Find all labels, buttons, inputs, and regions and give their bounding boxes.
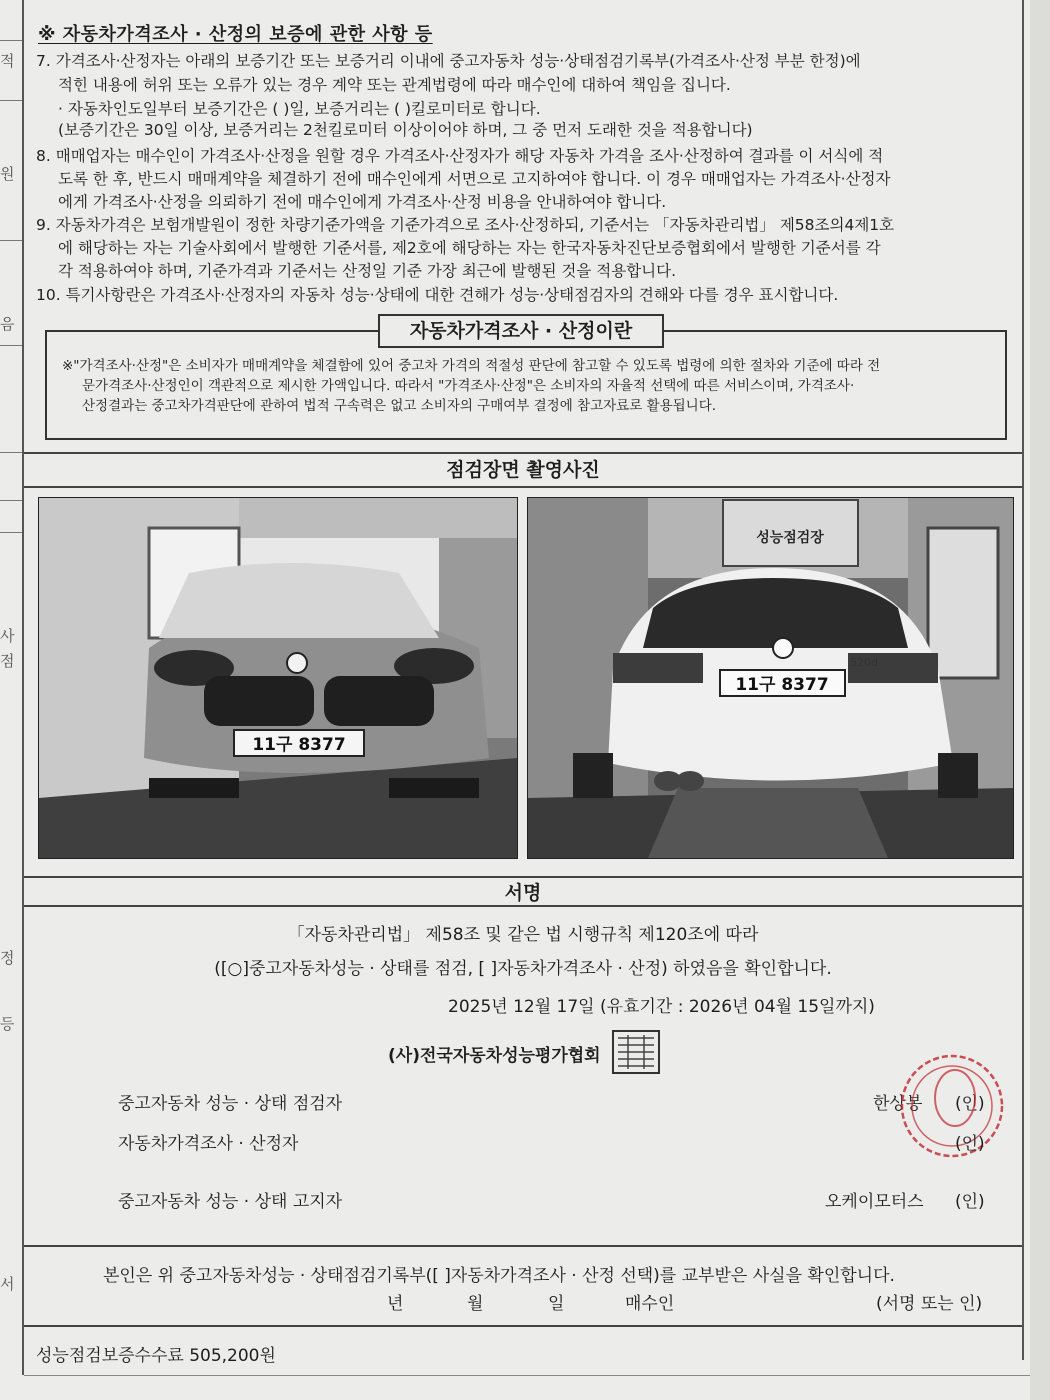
clause-line: 7. 가격조사·산정자는 아래의 보증기간 또는 보증거리 이내에 중고자동차 성능·상태점검기록부(가격조사·산정 부분 한정)에 xyxy=(36,52,861,70)
association-name: (사)전국자동차성능평가협회 xyxy=(388,1046,601,1066)
definition-line: ※"가격조사·산정"은 소비자가 매매계약을 체결함에 있어 중고차 가격의 적절성 판단에 참고할 수 있도록 법령에 의한 절차와 기준에 따라 전 xyxy=(62,358,881,374)
front-plate-text: 11구 8377 xyxy=(252,735,346,755)
rear-plate-text: 11구 8377 xyxy=(735,675,829,695)
inspector-name: 한상봉 xyxy=(873,1094,923,1114)
clause-line: 도록 한 후, 반드시 매매계약을 체결하기 전에 매수인에게 서면으로 고지하여야 합니다. 이 경우 매매업자는 가격조사·산정자 xyxy=(58,170,891,188)
edge-char: 적 xyxy=(0,52,15,70)
edge-tick xyxy=(0,532,22,533)
rear-car-photo xyxy=(527,497,1014,859)
clause-line: 10. 특기사항란은 가격조사·산정자의 자동차 성능·상태에 대한 견해가 성능·상태점검자의 견해와 다를 경우 표시합니다. xyxy=(36,286,839,304)
signature-section-title: 서명 xyxy=(504,882,542,904)
edge-char: 서 xyxy=(0,1275,15,1293)
inspector-red-seal xyxy=(897,1048,1007,1168)
clause-line: 적힌 내용에 허위 또는 오류가 있는 경우 계약 또는 관계법령에 따라 매수인에 대하여 책임을 집니다. xyxy=(58,76,731,94)
section-divider xyxy=(24,1245,1022,1247)
edge-tick xyxy=(0,500,22,501)
inspector-label: 중고자동차 성능 · 상태 점검자 xyxy=(118,1094,343,1114)
definition-box-text xyxy=(62,356,990,416)
edge-char: 점 xyxy=(0,652,15,670)
clause-line: · 자동차인도일부터 보증기간은 ( )일, 보증거리는 ( )킬로미터로 합니다. xyxy=(58,100,541,118)
appraiser-label: 자동차가격조사 · 산정자 xyxy=(118,1134,299,1154)
edge-tick xyxy=(0,345,22,346)
edge-char: 정 xyxy=(0,949,15,967)
clause-line: 8. 매매업자는 매수인이 가격조사·산정을 원할 경우 가격조사·산정자가 해당 자동차 가격을 조사·산정하여 결과를 이 서식에 적 xyxy=(36,147,884,165)
notifier-name: 오케이모터스 xyxy=(825,1192,924,1212)
receipt-month-label: 월 xyxy=(467,1294,484,1314)
law-reference-line: 「자동차관리법」 제58조 및 같은 법 시행규칙 제120조에 따라 xyxy=(287,925,759,945)
page-bottom-rule xyxy=(24,1375,1030,1376)
receipt-confirmation-line: 본인은 위 중고자동차성능 · 상태점검기록부([ ]자동차가격조사 · 산정 선택)를 교부받은 사실을 확인합니다. xyxy=(103,1266,895,1286)
edge-tick xyxy=(0,100,22,101)
edge-char: 사 xyxy=(0,627,15,645)
association-seal xyxy=(612,1030,660,1074)
receipt-year-label: 년 xyxy=(387,1294,404,1314)
sign-or-seal-hint: (서명 또는 인) xyxy=(876,1294,983,1314)
clause-line: 각 적용하여야 하며, 기준가격과 기준서는 산정일 기준 가장 최근에 발행된 것을 적용합니다. xyxy=(58,262,677,280)
clause-line: (보증기간은 30일 이상, 보증거리는 2천킬로미터 이상이어야 하며, 그 중 먼저 도래한 것을 적용합니다) xyxy=(58,121,753,139)
inspection-fee: 성능점검보증수수료 505,200원 xyxy=(36,1346,276,1366)
front-car-photo xyxy=(38,497,518,859)
inspection-date-line: 2025년 12월 17일 (유효기간 : 2026년 04월 15일까지) xyxy=(448,997,875,1017)
receipt-day-label: 일 xyxy=(548,1294,565,1314)
section-divider xyxy=(24,905,1022,907)
inspector-seal-mark: (인) xyxy=(955,1094,985,1114)
notifier-label: 중고자동차 성능 · 상태 고지자 xyxy=(118,1192,343,1212)
edge-tick xyxy=(0,240,22,241)
clause-line: 9. 자동차가격은 보험개발원이 정한 차량기준가액을 기준가격으로 조사·산정하되, 기준서는 「자동차관리법」 제58조의4제1호 xyxy=(36,216,895,234)
edge-char: 등 xyxy=(0,1015,15,1033)
edge-char: 원 xyxy=(0,165,15,183)
notifier-seal-mark: (인) xyxy=(955,1192,985,1212)
left-border xyxy=(22,0,24,1375)
photos-section-title: 점검장면 촬영사진 xyxy=(446,459,600,481)
appraiser-seal-mark: (인) xyxy=(955,1134,985,1154)
buyer-label: 매수인 xyxy=(625,1294,675,1314)
definition-box-title: 자동차가격조사 · 산정이란 xyxy=(378,314,664,348)
confirmation-line: ([○]중고자동차성능 · 상태를 점검, [ ]자동차가격조사 · 산정) 하였음을 확인합니다. xyxy=(214,959,832,979)
section-divider xyxy=(24,1325,1022,1327)
right-border xyxy=(1022,0,1024,1360)
clause-line: 에게 가격조사·산정을 의뢰하기 전에 매수인에게 가격조사·산정 비용을 안내하여야 합니다. xyxy=(58,193,667,211)
edge-tick xyxy=(0,452,22,453)
shop-sign-text: 성능점검장 xyxy=(756,530,824,546)
clause-line: 에 해당하는 자는 기술사회에서 발행한 기준서를, 제2호에 해당하는 자는 한국자동차진단보증협회에서 발행한 기준서를 각 xyxy=(58,239,881,257)
model-badge-text: 520d xyxy=(850,656,878,669)
definition-line: 산정결과는 중고차가격판단에 관하여 법적 구속력은 없고 소비자의 구매여부 결정에 참고자료로 활용됩니다. xyxy=(82,398,717,414)
section-divider xyxy=(24,486,1022,488)
edge-char: 음 xyxy=(0,315,15,333)
definition-line: 문가격조사·산정인이 객관적으로 제시한 가액입니다. 따라서 "가격조사·산정"은 소비자의 자율적 선택에 따른 서비스이며, 가격조사· xyxy=(82,378,855,394)
edge-tick xyxy=(0,40,22,41)
warranty-section-title: ※ 자동차가격조사 · 산정의 보증에 관한 사항 등 xyxy=(38,24,433,45)
section-divider xyxy=(24,452,1022,454)
